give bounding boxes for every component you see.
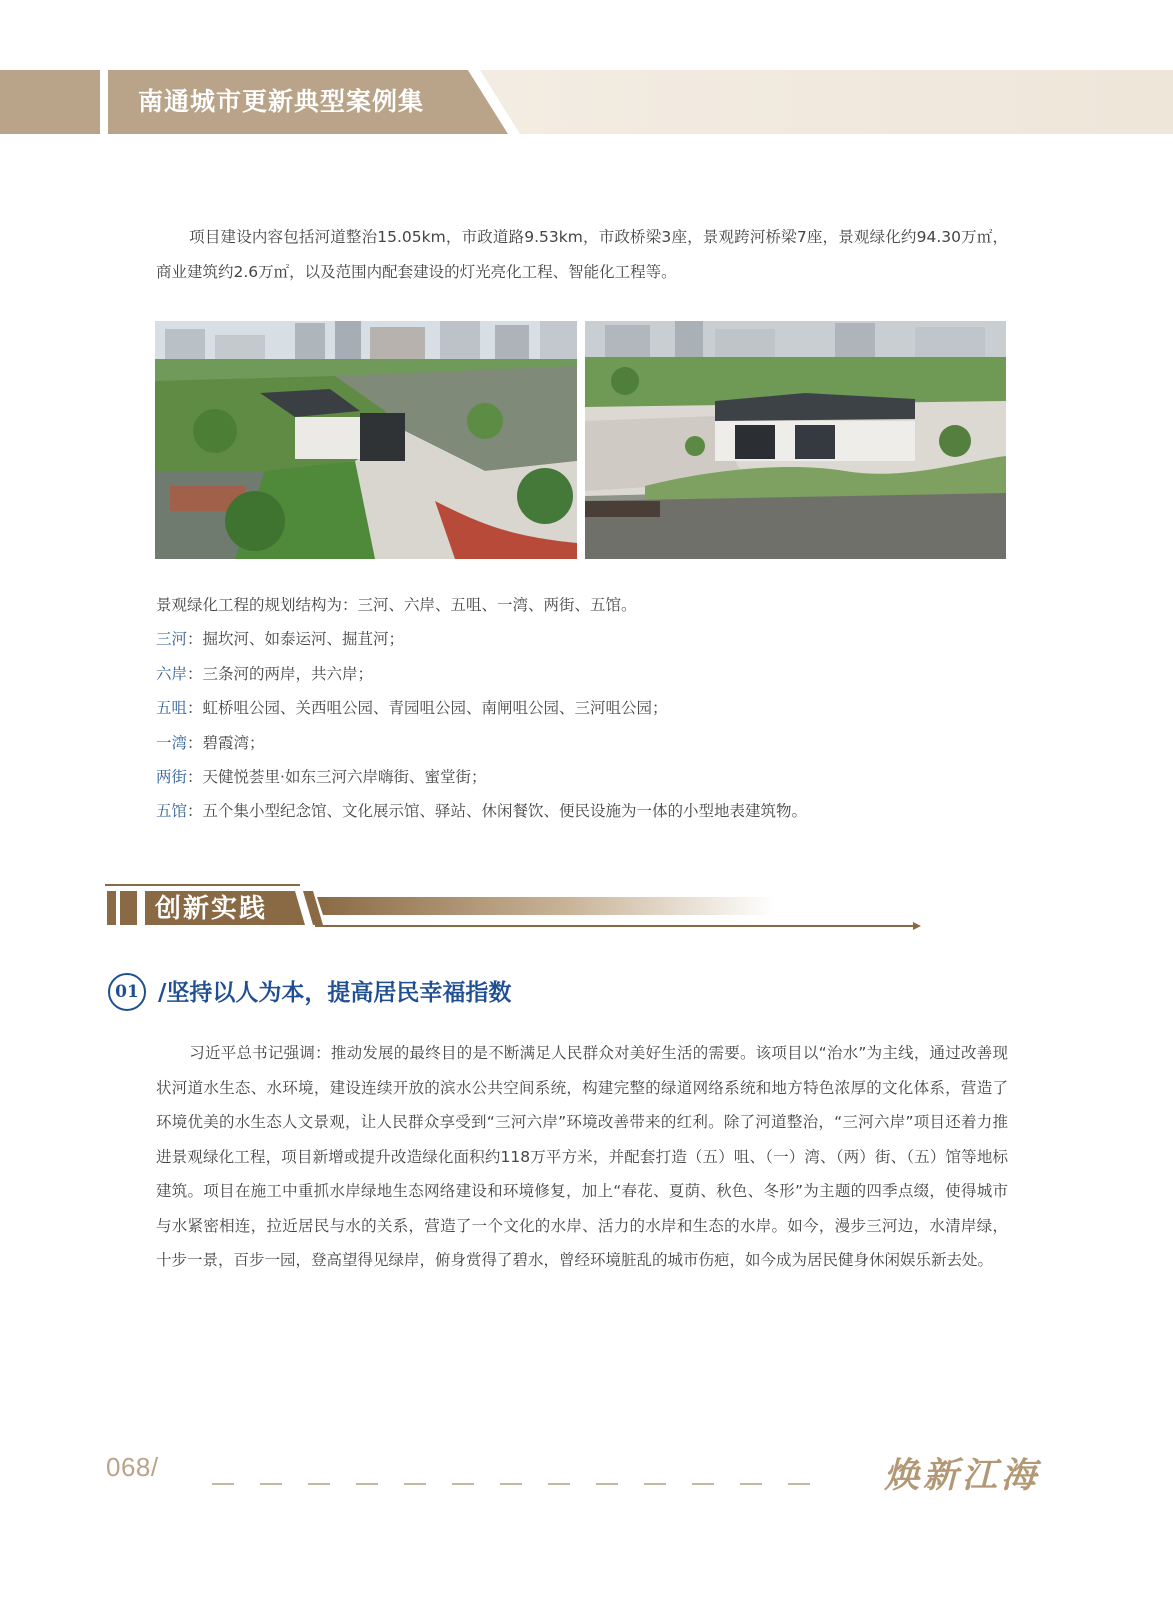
list-item <box>156 691 1016 725</box>
header-left-block <box>0 70 100 134</box>
list-item <box>156 657 1016 691</box>
subsection-title: /坚持以人为本，提高居民幸福指数 <box>158 980 512 1006</box>
list-item-text: ：虹桥咀公园、关西咀公园、青园咀公园、南闸咀公园、三河咀公园； <box>187 699 668 718</box>
riverside-pavilion-photo-2 <box>585 321 1006 559</box>
list-item-text: ：五个集小型纪念馆、文化展示馆、驿站、休闲餐饮、便民设施为一体的小型地表建筑物。 <box>187 802 808 821</box>
list-item-key: 两街 <box>156 767 188 786</box>
page-number: 068/ <box>106 1452 159 1482</box>
list-item-key: 五馆 <box>156 802 188 821</box>
structure-list <box>156 588 1016 829</box>
list-item-key: 三河 <box>156 630 188 649</box>
list-item-key: 五咀 <box>156 699 188 718</box>
body-paragraph <box>156 1036 1008 1278</box>
list-item <box>156 726 1016 760</box>
subsection-number-badge: 01 <box>108 973 146 1011</box>
list-item <box>156 794 1016 828</box>
footer-dashed-divider <box>212 1471 832 1475</box>
list-item-key: 一湾 <box>156 733 188 752</box>
body-text: 习近平总书记强调：推动发展的最终目的是不断满足人民群众对美好生活的需要。该项目以“治水”为主线，通过改善现状河道水生态、水环境，建设连续开放的滨水公共空间系统，构建完整的绿道网络系统和地方特色浓厚的文化体系，营造了环境优美的水生态人文景观，让人民群众享受到“三河六岸”环境改善带来的红利。除了河道整治，“三河六岸”项目还着力推进景观绿化工程，项目新增或提升改造绿化面积约118万平方米，并配套打造（五）咀、（一）湾、（两）街、（五）馆等地标建筑。项目在施工中重抓水岸绿地生态网络建设和环境修复，加上“春花、夏荫、秋色、冬形”为主题的四季点缀，使得城市与水紧密相连，拉近居民与水的关系，营造了一个文化的水岸、活力的水岸和生态的水岸。如今，漫步三河边，水清岸绿，十步一景，百步一园，登高望得见绿岸，俯身赏得了碧水，曾经环境脏乱的城市伤疤，如今成为居民健身休闲娱乐新去处。 <box>156 1044 1008 1269</box>
header-title: 南通城市更新典型案例集 <box>138 87 425 116</box>
brand-logo-text: 焕新江海 <box>884 1455 1041 1496</box>
list-item-key: 六岸 <box>156 664 188 683</box>
list-item-text: ：天健悦荟里·如东三河六岸嗨街、蜜堂街； <box>187 767 487 786</box>
intro-text: 项目建设内容包括河道整治15.05km，市政道路9.53km，市政桥梁3座，景观跨河桥梁7座，景观绿化约94.30万㎡，商业建筑约2.6万㎡，以及范围内配套建设的灯光亮化工程、智能化工程等。 <box>156 228 1008 281</box>
list-item-text: ：三条河的两岸，共六岸； <box>187 664 374 683</box>
list-item-text: ：碧霞湾； <box>187 733 265 752</box>
list-item-text: ：掘坎河、如泰运河、掘苴河； <box>187 630 405 649</box>
riverside-pavilion-photo-1 <box>155 321 577 559</box>
list-item <box>156 622 1016 656</box>
structure-intro: 景观绿化工程的规划结构为：三河、六岸、五咀、一湾、两街、五馆。 <box>156 596 637 614</box>
list-item <box>156 760 1016 794</box>
intro-paragraph <box>156 220 1008 289</box>
section-title: 创新实践 <box>155 894 268 924</box>
